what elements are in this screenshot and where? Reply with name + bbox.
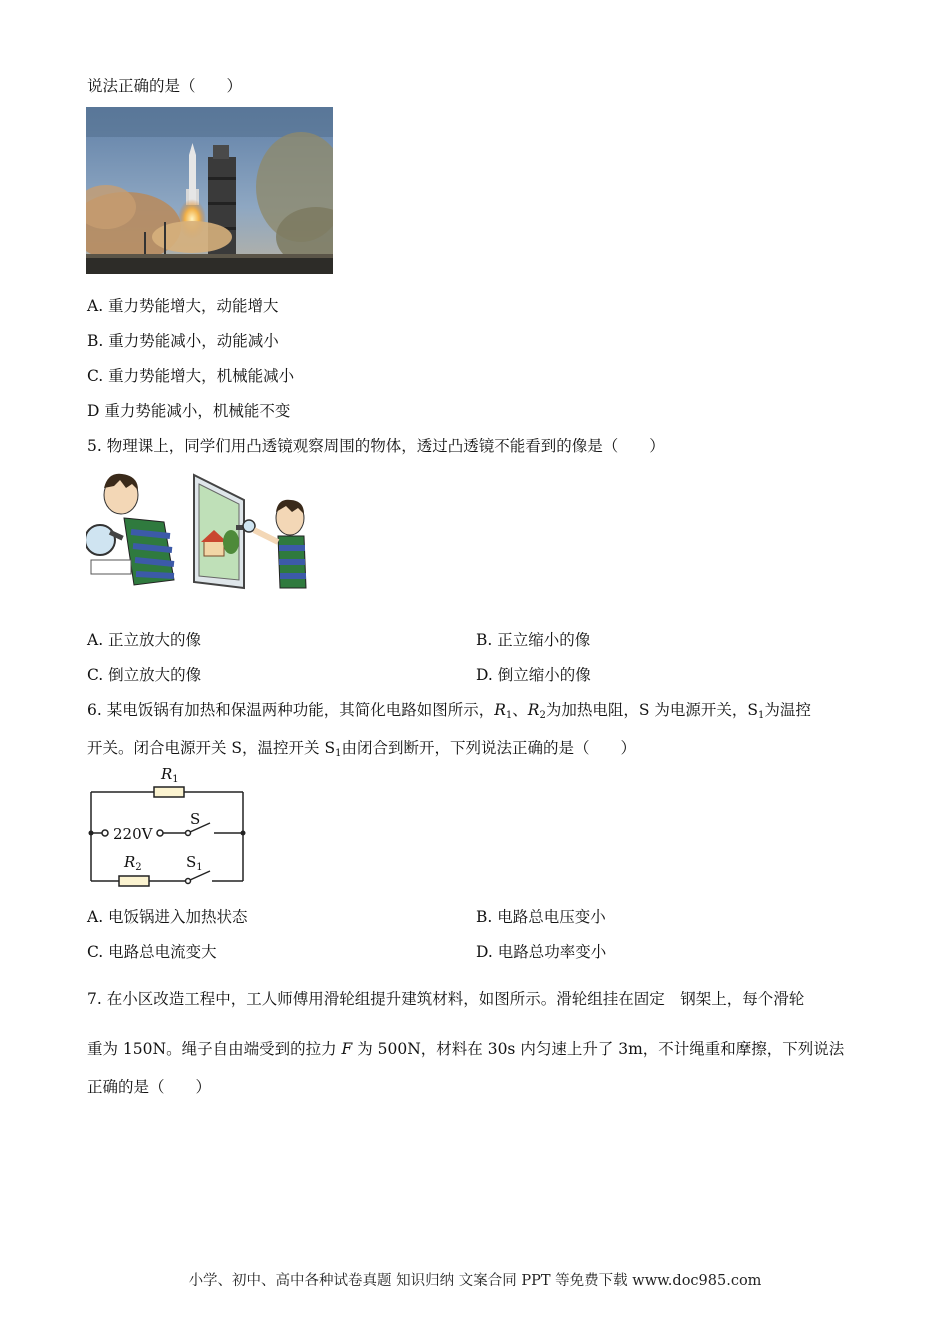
voltage-label: 220V bbox=[113, 825, 153, 843]
r2-label: $R_2$ bbox=[124, 853, 142, 873]
q7-stem-line1: 7. 在小区改造工程中，工人师傅用滑轮组提升建筑材料，如图所示。滑轮组挂在固定 钢架上，每个滑轮 bbox=[87, 990, 805, 1008]
boy-standing-figure bbox=[254, 500, 306, 588]
q6-option-d: D. 电路总功率变小 bbox=[476, 943, 607, 961]
circuit-diagram bbox=[86, 765, 248, 887]
q6-stem-line2: 开关。闭合电源开关 S，温控开关 $S_1$由闭合到断开，下列说法正确的是（ ） bbox=[87, 739, 636, 759]
q7-stem-line2: 重为 150N。绳子自由端受到的拉力 F 为 500N，材料在 30s 内匀速上升了 3m，不计绳重和摩擦，下列说法 bbox=[87, 1040, 845, 1058]
q6-option-a: A. 电饭锅进入加热状态 bbox=[87, 908, 248, 926]
q5-stem: 5. 物理课上，同学们用凸透镜观察周围的物体，透过凸透镜不能看到的像是（ ） bbox=[87, 437, 665, 455]
q5-option-d: D. 倒立缩小的像 bbox=[476, 666, 591, 684]
q4-option-a: A. 重力势能增大，动能增大 bbox=[87, 297, 279, 315]
q5-option-b: B. 正立缩小的像 bbox=[476, 631, 591, 649]
q6-option-b: B. 电路总电压变小 bbox=[476, 908, 606, 926]
boy-reading-figure bbox=[86, 474, 174, 585]
r1-label: $R_1$ bbox=[161, 765, 179, 785]
rocket-launch-photo bbox=[86, 107, 333, 274]
q6-option-c: C. 电路总电流变大 bbox=[87, 943, 217, 961]
s-switch-label: S bbox=[190, 810, 201, 828]
q4-option-c: C. 重力势能增大，机械能减小 bbox=[87, 367, 295, 385]
q5-option-a: A. 正立放大的像 bbox=[87, 631, 202, 649]
s1-switch-label: $S_1$ bbox=[186, 853, 203, 873]
window-figure bbox=[194, 475, 255, 588]
page-footer: 小学、初中、高中各种试卷真题 知识归纳 文案合同 PPT 等免费下载 www.doc985.com bbox=[188, 1273, 762, 1289]
magnifier-illustration bbox=[86, 470, 314, 595]
q6-stem-line1: 6. 某电饭锅有加热和保温两种功能，其简化电路如图所示，$R_1$、$R_2$为加热电阻，S 为电源开关，$S_1$为温控 bbox=[87, 701, 811, 721]
q4-option-b: B. 重力势能减小，动能减小 bbox=[87, 332, 279, 350]
q7-stem-line3: 正确的是（ ） bbox=[87, 1078, 212, 1096]
q5-option-c: C. 倒立放大的像 bbox=[87, 666, 202, 684]
q4-option-d: D 重力势能减小，机械能不变 bbox=[87, 402, 291, 420]
q4-stem-tail: 说法正确的是（ ） bbox=[87, 77, 243, 95]
